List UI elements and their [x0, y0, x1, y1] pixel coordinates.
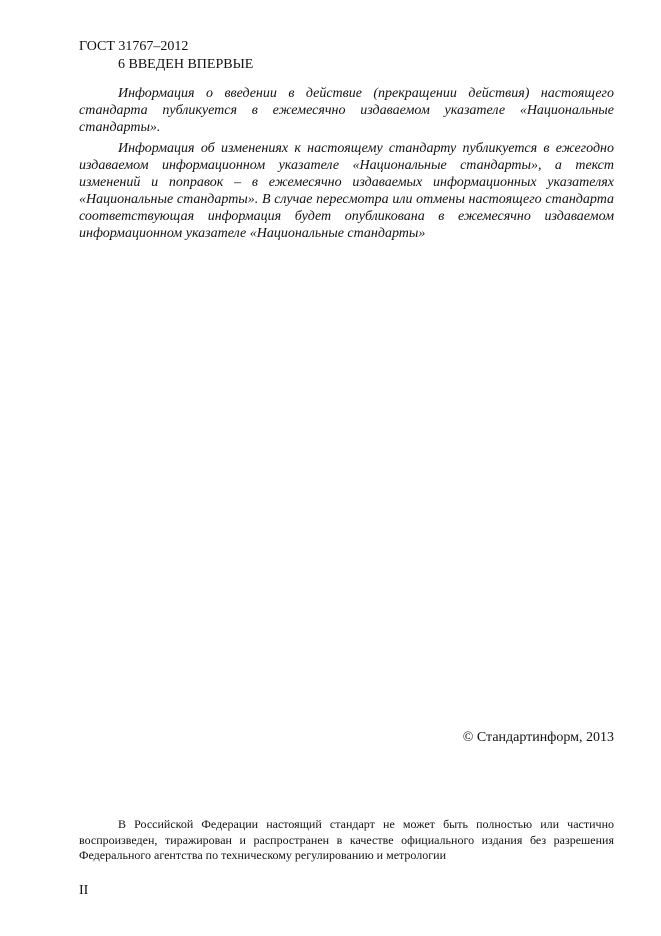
info-paragraph-changes: Информация об изменениях к настоящему стандарту публикуется в ежегодно издаваемом информационном указателе «Национальные стандарты», а текст изменений и поправок – в ежемесячно издаваемых информационных указателях «Национальные стандарты». В случае пересмотра или отмены настоящего стандарта соответствующая информация будет опубликована в ежемесячно издаваемом информационном указателе «Национальные стандарты» — [79, 141, 614, 241]
standard-id-header: ГОСТ 31767–2012 — [79, 39, 189, 54]
page-number: II — [79, 883, 89, 898]
reproduction-notice: В Российской Федерации настоящий стандарт не может быть полностью или частично воспроизведен, тиражирован и распространен в качестве официального издания без разрешения Федерального агентства по техническому регулированию и метрологии — [79, 817, 614, 862]
copyright-line: © Стандартинформ, 2013 — [462, 730, 614, 745]
section-introduced-first: 6 ВВЕДЕН ВПЕРВЫЕ — [118, 57, 254, 72]
info-paragraph-introduction: Информация о введении в действие (прекращении действия) настоящего стандарта публикуется в ежемесячно издаваемом указателе «Национальные стандарты». — [79, 86, 614, 135]
